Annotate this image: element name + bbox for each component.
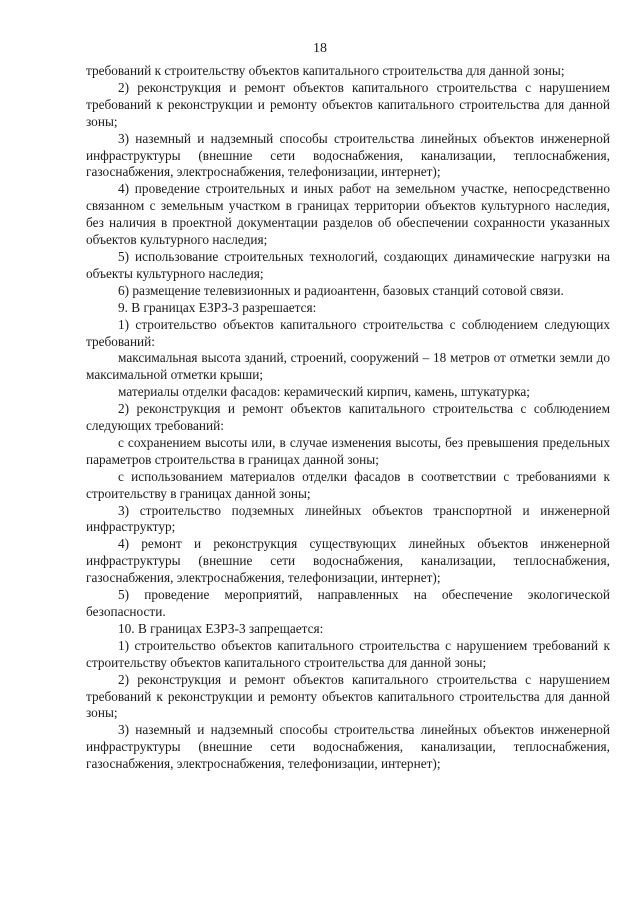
list-item-prohibited-overground-lines: 3) наземный и надземный способы строительства линейных объектов инженерной инфраструктуры (внешние сети водоснабжения, канализации, теплоснабжения, газоснабжения, электроснабжения, телефонизации, интернет); (86, 130, 610, 180)
list-item-prohibited-reconstruction: 2) реконструкция и ремонт объектов капитального строительства с нарушением требований к реконструкции и ремонту объектов капитального строительства для данной зоны; (86, 79, 610, 129)
document-body (86, 63, 610, 773)
page-number: 18 (313, 41, 327, 56)
requirement-facade-materials: материалы отделки фасадов: керамический кирпич, камень, штукатурка; (118, 384, 530, 400)
paragraph-continuation: требований к строительству объектов капитального строительства для данной зоны; (86, 63, 565, 78)
list-item-allowed-ecology: 5) проведение мероприятий, направленных на обеспечение экологической безопасности. (86, 587, 610, 619)
list-item-allowed-reconstruction: 2) реконструкция и ремонт объектов капитального строительства с соблюдением следующих требований: (86, 401, 610, 434)
list-item-forbidden-overground-lines: 3) наземный и надземный способы строительства линейных объектов инженерной инфраструктуры (внешние сети водоснабжения, канализации, теплоснабжения, газоснабжения, электроснабжения, телефонизации, интернет); (86, 722, 610, 772)
list-item-allowed-underground-lines: 3) строительство подземных линейных объектов транспортной и инженерной инфраструктур; (86, 502, 610, 535)
section-heading-9: 9. В границах ЕЗРЗ-3 разрешается: (118, 299, 317, 315)
list-item-forbidden-reconstruction: 2) реконструкция и ремонт объектов капитального строительства с нарушением требований к реконструкции и ремонту объектов капитального строительства для данной зоны; (86, 671, 610, 721)
list-item-prohibited-dynamic-loads: 5) использование строительных технологий, создающих динамические нагрузки на объекты культурного наследия; (86, 248, 610, 281)
list-item-prohibited-antennas: 6) размещение телевизионных и радиоантенн, базовых станций сотовой связи. (118, 282, 564, 298)
requirement-max-height: максимальная высота зданий, строений, сооружений – 18 метров от отметки земли до максимальной отметки крыши; (86, 350, 610, 383)
list-item-allowed-line-repair: 4) ремонт и реконструкция существующих линейных объектов инженерной инфраструктуры (внешние сети водоснабжения, канализации, теплоснабжения, газоснабжения, электроснабжения, телефонизации, интернет); (86, 536, 610, 586)
list-item-allowed-construction: 1) строительство объектов капитального строительства с соблюдением следующих требований: (86, 316, 610, 349)
requirement-height-preservation: с сохранением высоты или, в случае изменения высоты, без превышения предельных параметров строительства в границах данной зоны; (86, 434, 610, 467)
section-heading-10: 10. В границах ЕЗРЗ-3 запрещается: (118, 620, 324, 636)
list-item-prohibited-works: 4) проведение строительных и иных работ на земельном участке, непосредственно связанном с земельным участком в границах территории объектов культурного наследия, без наличия в проектной документации разделов об обеспечении сохранности указанных объектов культурного наследия; (86, 181, 610, 248)
list-item-forbidden-construction: 1) строительство объектов капитального строительства с нарушением требований к строительству объектов капитального строительства для данной зоны; (86, 637, 610, 670)
requirement-facade-compliance: с использованием материалов отделки фасадов в соответствии с требованиями к строительству в границах данной зоны; (86, 468, 610, 501)
